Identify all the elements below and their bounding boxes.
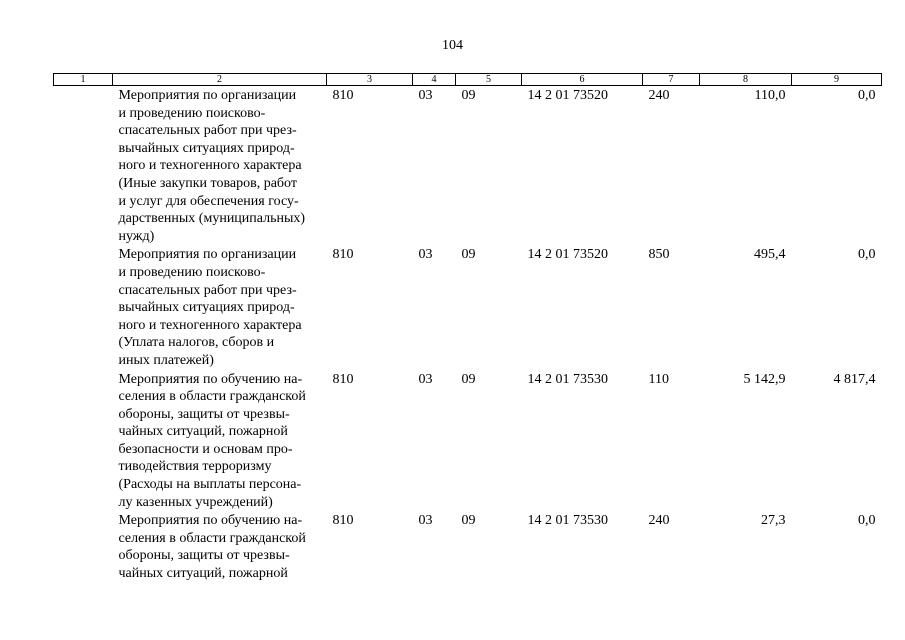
row-expense-name <box>113 511 327 582</box>
column-number-5: 5 <box>456 74 522 86</box>
name-line: Мероприятия по организации <box>118 247 297 263</box>
column-number-8: 8 <box>700 74 792 86</box>
name-line: спасательных работ при чрез- <box>118 282 297 298</box>
name-line: ного и техногенного характера <box>118 317 302 333</box>
budget-table <box>53 73 882 583</box>
row-col1 <box>54 511 113 582</box>
row-col1 <box>54 245 113 369</box>
name-line: ного и техногенного характера <box>118 158 302 174</box>
name-line: Мероприятия по организации <box>118 88 297 103</box>
row-col1 <box>54 370 113 512</box>
row-ministry-code: 810 <box>332 371 354 387</box>
row-amount-subvention: 4 817,4 <box>833 371 876 387</box>
name-line: иных платежей) <box>118 352 214 368</box>
name-line: обороны, защиты от чрезвы- <box>118 406 290 422</box>
name-line: дарственных (муниципальных) <box>118 211 306 227</box>
table-body <box>54 86 882 583</box>
name-line: тиводействия терроризму <box>118 459 272 475</box>
row-expense-name <box>113 370 327 512</box>
row-section-code: 03 <box>418 513 433 529</box>
name-line: лу казенных учреждений) <box>118 494 273 510</box>
row-expense-type: 110 <box>648 371 669 387</box>
row-subsection-code: 09 <box>461 88 476 103</box>
name-line: и проведению поисково- <box>118 264 266 280</box>
row-amount: 495,4 <box>754 247 786 263</box>
name-line: и услуг для обеспечения госу- <box>118 193 299 209</box>
table-row <box>54 86 882 246</box>
row-target-article: 14 2 01 73520 <box>527 88 608 103</box>
row-target-article: 14 2 01 73520 <box>527 247 608 263</box>
name-line: вычайных ситуациях природ- <box>118 300 295 316</box>
name-line: спасательных работ при чрез- <box>118 123 297 139</box>
row-section-code: 03 <box>418 371 433 387</box>
column-number-1: 1 <box>54 74 113 86</box>
column-number-6: 6 <box>522 74 643 86</box>
row-expense-type: 850 <box>648 247 670 263</box>
column-number-2: 2 <box>113 74 327 86</box>
row-section-code: 03 <box>418 88 433 103</box>
table-row <box>54 370 882 512</box>
table-row <box>54 245 882 369</box>
row-amount-subvention: 0,0 <box>858 88 876 103</box>
name-line: нужд) <box>118 228 155 244</box>
row-target-article: 14 2 01 73530 <box>527 371 608 387</box>
row-amount-subvention: 0,0 <box>858 513 876 529</box>
row-amount: 5 142,9 <box>743 371 786 387</box>
row-amount: 110,0 <box>754 88 786 103</box>
column-number-header-row <box>54 74 882 86</box>
row-expense-type: 240 <box>648 88 670 103</box>
row-expense-name <box>113 86 327 246</box>
name-line: селения в области гражданской <box>118 389 306 405</box>
row-ministry-code: 810 <box>332 247 354 263</box>
row-expense-type: 240 <box>648 513 670 529</box>
row-expense-name <box>113 245 327 369</box>
name-line: (Иные закупки товаров, работ <box>118 175 297 191</box>
column-number-7: 7 <box>643 74 700 86</box>
row-target-article: 14 2 01 73530 <box>527 513 608 529</box>
row-subsection-code: 09 <box>461 371 476 387</box>
column-number-9: 9 <box>792 74 882 86</box>
name-line: селения в области гражданской <box>118 530 306 546</box>
row-ministry-code: 810 <box>332 88 354 103</box>
name-line: (Расходы на выплаты персона- <box>118 477 302 493</box>
page-number: 104 <box>442 38 463 53</box>
table-row <box>54 511 882 582</box>
name-line: Мероприятия по обучению на- <box>118 513 303 529</box>
name-line: и проведению поисково- <box>118 105 266 121</box>
name-line: вычайных ситуациях природ- <box>118 140 295 156</box>
row-subsection-code: 09 <box>461 247 476 263</box>
name-line: чайных ситуаций, пожарной <box>118 566 288 582</box>
name-line: (Уплата налогов, сборов и <box>118 335 275 351</box>
name-line: обороны, защиты от чрезвы- <box>118 548 290 564</box>
row-ministry-code: 810 <box>332 513 354 529</box>
name-line: безопасности и основам про- <box>118 441 293 457</box>
row-subsection-code: 09 <box>461 513 476 529</box>
column-number-3: 3 <box>327 74 413 86</box>
name-line: чайных ситуаций, пожарной <box>118 424 288 440</box>
name-line: Мероприятия по обучению на- <box>118 371 303 387</box>
row-amount: 27,3 <box>761 513 786 529</box>
column-number-4: 4 <box>413 74 456 86</box>
row-section-code: 03 <box>418 247 433 263</box>
row-col1 <box>54 86 113 246</box>
row-amount-subvention: 0,0 <box>858 247 876 263</box>
